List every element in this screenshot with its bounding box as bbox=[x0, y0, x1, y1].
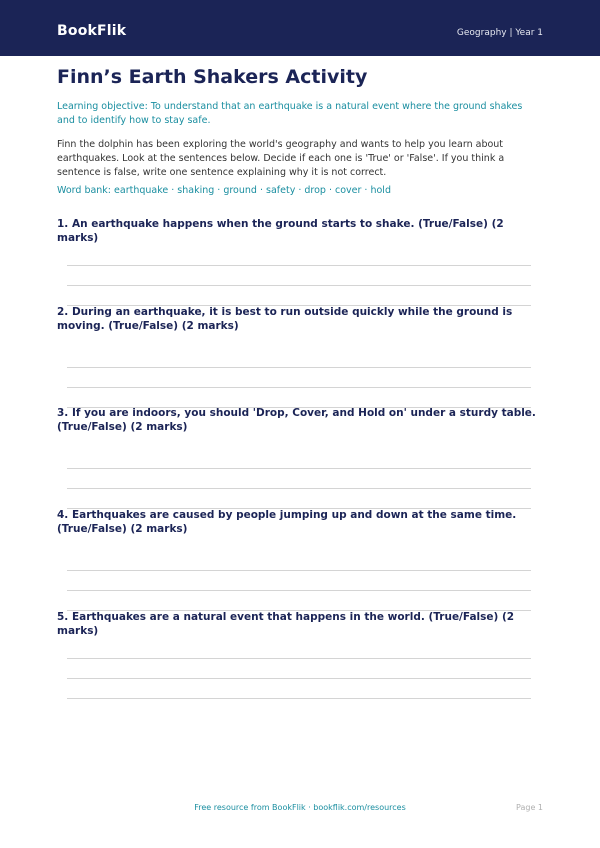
answer-line[interactable] bbox=[67, 590, 531, 591]
word-bank: Word bank: earthquake · shaking · ground · safety · drop · cover · hold bbox=[57, 185, 391, 196]
question-1: 1. An earthquake happens when the ground starts to shake. (True/False) (2 marks) bbox=[57, 218, 504, 244]
page-number: Page 1 bbox=[516, 803, 543, 812]
learning-objective: Learning objective: To understand that an earthquake is a natural event where the ground shakes and to identify how to stay safe. bbox=[57, 101, 523, 126]
brand-logo-text: BookFlik bbox=[57, 23, 127, 39]
question-5: 5. Earthquakes are a natural event that happens in the world. (True/False) (2 marks) bbox=[57, 611, 515, 637]
answer-line[interactable] bbox=[67, 367, 531, 368]
subject-year-label: Geography | Year 1 bbox=[456, 28, 543, 38]
question-3: 3. If you are indoors, you should 'Drop, Cover, and Hold on' under a sturdy table. (True/False) (2 marks) bbox=[57, 407, 536, 433]
footer-source: Free resource from BookFlik · bookflik.com/resources bbox=[194, 803, 406, 812]
answer-line[interactable] bbox=[67, 698, 531, 699]
answer-line[interactable] bbox=[67, 570, 531, 571]
answer-line[interactable] bbox=[67, 387, 531, 388]
answer-line[interactable] bbox=[67, 488, 531, 489]
answer-line[interactable] bbox=[67, 265, 531, 266]
page-header bbox=[0, 0, 600, 56]
answer-line[interactable] bbox=[67, 285, 531, 286]
page-title: Finn’s Earth Shakers Activity bbox=[57, 66, 368, 88]
question-2: 2. During an earthquake, it is best to run outside quickly while the ground is moving. (True/False) (2 marks) bbox=[57, 306, 513, 332]
answer-line[interactable] bbox=[67, 658, 531, 659]
answer-line[interactable] bbox=[67, 678, 531, 679]
instructions-text: Finn the dolphin has been exploring the world's geography and wants to help you learn about earthquakes. Look at the sentences below. Decide if each one is 'True' or 'False'. If you think a sentence is false, write one sentence explaining why it is not correct. bbox=[57, 139, 505, 178]
question-4: 4. Earthquakes are caused by people jumping up and down at the same time. (True/False) (2 marks) bbox=[57, 509, 517, 535]
answer-line[interactable] bbox=[67, 468, 531, 469]
